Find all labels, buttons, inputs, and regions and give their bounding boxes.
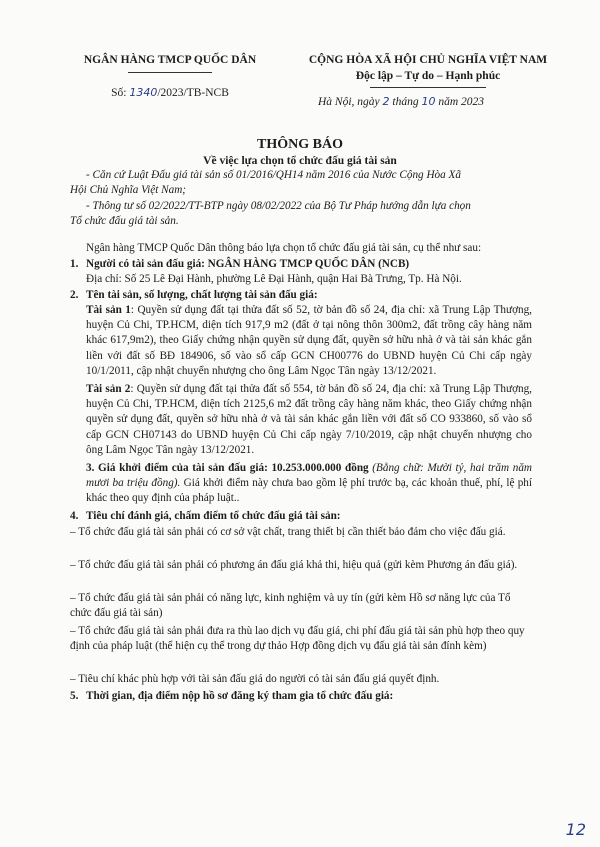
criterion-3: – Tổ chức đấu giá tài sản phải có năng lực, kinh nghiệm và uy tín (gửi kèm Hồ sơ năng lực của Tổ chức đấu giá tài sản) [70, 592, 511, 620]
section-4-heading: 4. Tiêu chí đánh giá, chấm điểm tổ chức đấu giá tài sản: [70, 510, 341, 522]
number-handwritten: 1340 [129, 86, 158, 99]
basis-line-2: Hội Chủ Nghĩa Việt Nam; [70, 184, 187, 196]
issue-date: Hà Nội, ngày 2 tháng 10 năm 2023 [318, 95, 485, 108]
criterion-2: – Tổ chức đấu giá tài sản phải có phương án đấu giá khả thi, hiệu quả (gửi kèm Phương án đấu giá). [70, 559, 518, 571]
asset-1-description: Tài sản 1: Quyền sử dụng đất tại thửa đất số 52, tờ bản đồ số 24, địa chỉ: xã Trung Lập Thượng, huyện Củ Chi, TP.HCM, diện tích 917,9 m2 (đất ở tại nông thôn 300m2, đất trồng cây hàng năm khác 617,9m2), theo Giấy chứng nhận quyền sử dụng đất, quyền sở hữu nhà ở và tài sản khác gắn liền với đất số BĐ 184906, số vào sổ cấp GCN CH00776 do UBND huyện Củ Chi cấp ngày 10/1/2011, cập nhật chuyển nhượng cho ông Lâm Ngọc Tân ngày 13/12/2021. [86, 304, 532, 377]
notice-title: THÔNG BÁO [257, 137, 343, 152]
date-month-handwritten: 10 [421, 95, 436, 108]
bank-name-underline [128, 72, 212, 73]
section-3-starting-price: 3. Giá khởi điểm của tài sản đấu giá: 10.253.000.000 đồng (Bằng chữ: Mười tỷ, hai trăm năm mươi ba triệu đồng). Giá khởi điểm này chưa bao gồm lệ phí trước bạ, các khoản thuế, phí, lệ phí khác theo quy định của pháp luật.. [86, 462, 533, 505]
basis-line-3: - Thông tư số 02/2022/TT-BTP ngày 08/02/2022 của Bộ Tư Pháp hướng dẫn lựa chọn [86, 200, 471, 212]
criterion-5: – Tiêu chí khác phù hợp với tài sản đấu giá do người có tài sản đấu giá quyết định. [70, 673, 440, 685]
asset-2-description: Tài sản 2: Quyền sử dụng đất tại thửa đất số 554, tờ bản đồ số 24, địa chỉ: xã Trung Lập Thượng, huyện Củ Chi, TP.HCM, diện tích 2125,6 m2 đất trồng cây hàng năm khác, theo Giấy chứng nhận quyền sử dụng đất, quyền sở hữu nhà ở và tài sản khác gắn liền với đất số CO 933860, số vào sổ cấp GCN CH07143 do UBND huyện Củ Chi cấp ngày 7/10/2019, cập nhật chuyển nhượng cho ông Lâm Ngọc Tân ngày 13/12/2021. [86, 383, 532, 456]
notice-subject: Về việc lựa chọn tổ chức đấu giá tài sản [203, 155, 397, 167]
page-number-handwritten: 12 [565, 820, 586, 839]
section-5-heading: 5. Thời gian, địa điểm nộp hồ sơ đăng ký tham gia tổ chức đấu giá: [70, 690, 394, 702]
basis-line-1: - Căn cứ Luật Đấu giá tài sản số 01/2016/QH14 năm 2016 của Nước Cộng Hòa Xã [86, 169, 461, 181]
criterion-4: – Tổ chức đấu giá tài sản phải đưa ra thù lao dịch vụ đấu giá, chi phí đấu giá tài sản phù hợp theo quy định của pháp luật (thể hiện cụ thể trong dự thảo Hợp đồng dịch vụ đấu giá tài sản đính kèm) [70, 625, 525, 653]
section-1-address: Địa chỉ: Số 25 Lê Đại Hành, phường Lê Đại Hành, quận Hai Bà Trưng, Tp. Hà Nội. [86, 273, 462, 285]
basis-line-4: Tổ chức đấu giá tài sản. [70, 215, 179, 227]
intro-text: Ngân hàng TMCP Quốc Dân thông báo lựa chọn tổ chức đấu giá tài sản, cụ thể như sau: [86, 242, 482, 254]
motto-underline [370, 87, 486, 88]
date-day-handwritten: 2 [382, 95, 390, 108]
section-2-heading: 2. Tên tài sản, số lượng, chất lượng tài sản đấu giá: [70, 289, 318, 301]
republic-title: CỘNG HÒA XÃ HỘI CHỦ NGHĨA VIỆT NAM [308, 54, 548, 66]
bank-name: NGÂN HÀNG TMCP QUỐC DÂN [83, 54, 257, 66]
section-1-heading: 1. Người có tài sản đấu giá: NGÂN HÀNG TMCP QUỐC DÂN (NCB) [70, 258, 410, 270]
criterion-1: – Tổ chức đấu giá tài sản phải có cơ sở vật chất, trang thiết bị cần thiết bảo đảm cho việc đấu giá. [70, 526, 506, 538]
motto: Độc lập – Tự do – Hạnh phúc [355, 70, 501, 82]
document-number: Số: 1340/2023/TB-NCB [111, 86, 229, 99]
